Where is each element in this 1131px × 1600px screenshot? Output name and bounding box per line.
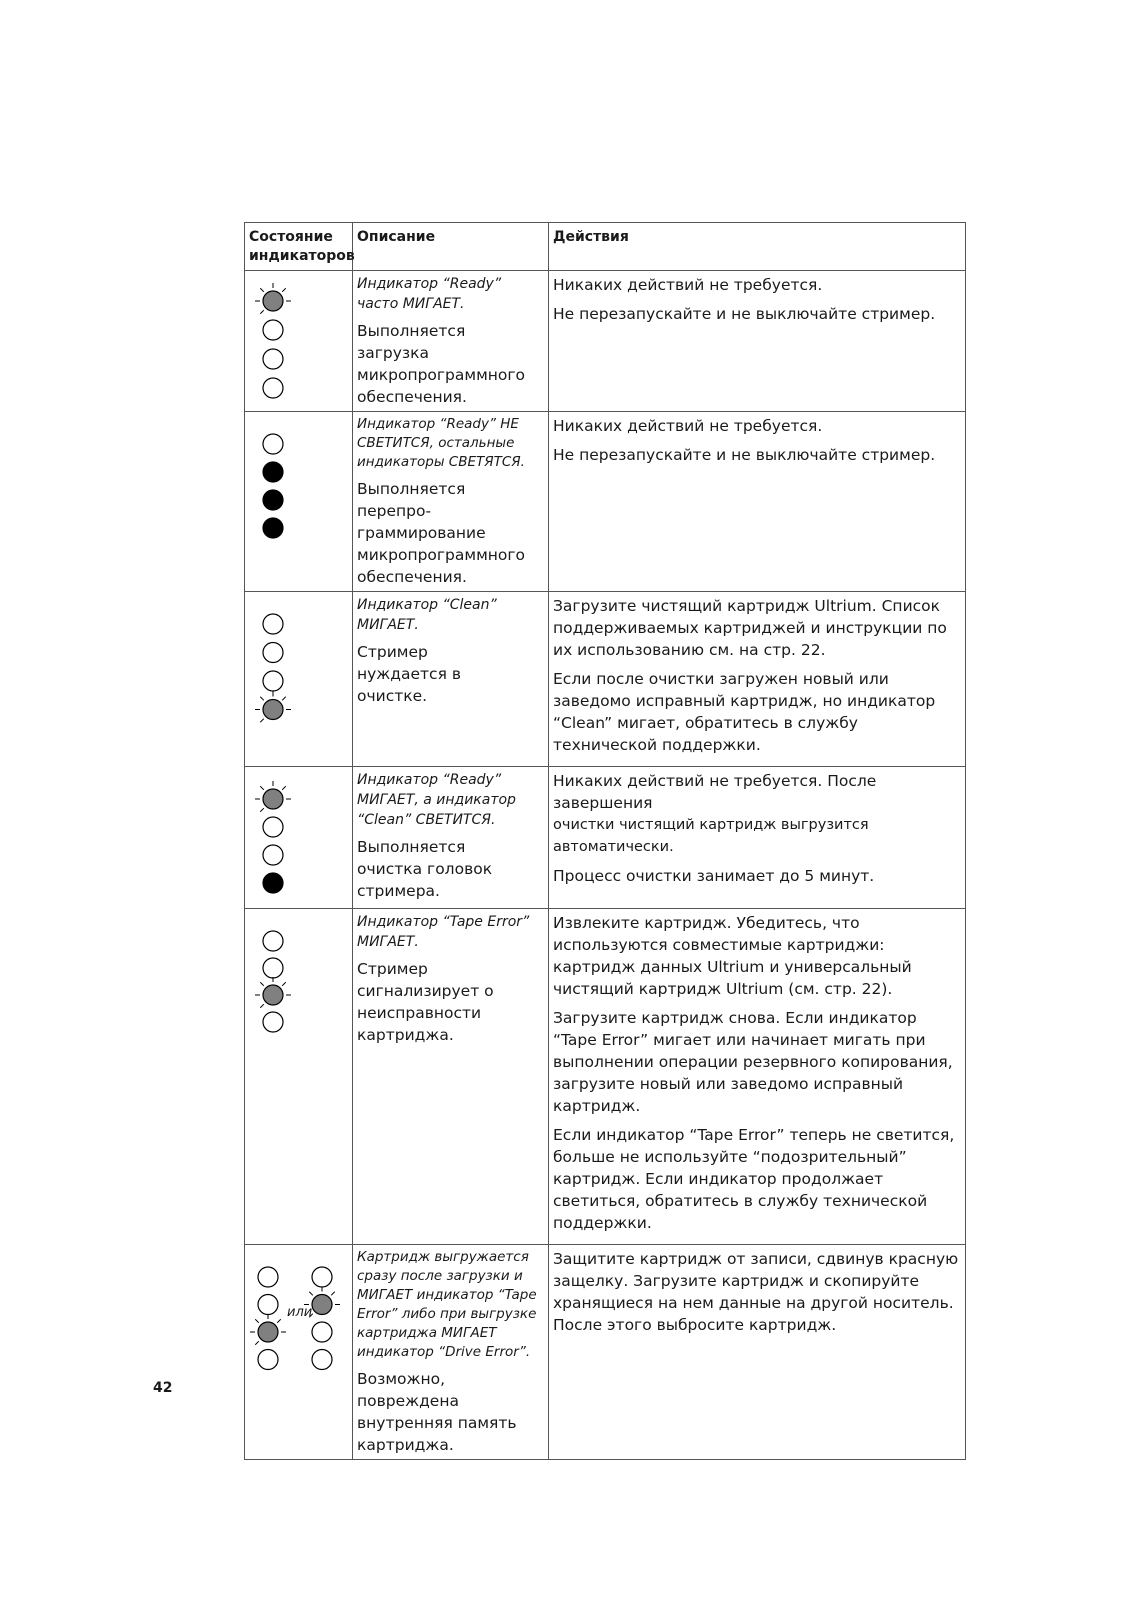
action-text: Защитите картридж от записи, сдвинув красную защелку. Загрузите картридж и скопируйте хранящиеся на нем данные на другой носитель. После этого выбросите картридж.	[553, 1250, 959, 1334]
led-off-icon	[312, 1322, 332, 1342]
description-text: Выполняется очистка головок стримера.	[357, 838, 493, 900]
led-off-icon	[312, 1350, 332, 1370]
led-indicators-icon	[245, 592, 353, 739]
led-indicators-icon	[245, 412, 353, 573]
led-state-cell	[245, 412, 353, 592]
led-off-icon	[263, 643, 283, 663]
description-italic: Индикатор “Clean” МИГАЕТ.	[357, 597, 497, 633]
table-row	[245, 1245, 966, 1460]
led-off-icon	[263, 958, 283, 978]
action-text: Никаких действий не требуется.	[553, 276, 823, 294]
actions-cell	[549, 271, 966, 412]
led-off-icon	[263, 434, 283, 454]
led-off-icon	[312, 1267, 332, 1287]
led-state-cell	[245, 1245, 353, 1460]
led-flashing-icon	[255, 692, 291, 723]
actions-cell	[549, 412, 966, 592]
action-text: Загрузите картридж снова. Если индикатор “Tape Error” мигает или начинает мигать при выполнении операции резервного копирования, загрузите новый или заведомо исправный картридж.	[553, 1009, 953, 1115]
page-number: 42	[153, 1380, 173, 1396]
led-off-icon	[263, 614, 283, 634]
led-indicators-icon	[245, 909, 353, 1194]
led-off-icon	[263, 931, 283, 951]
description-cell	[353, 271, 549, 412]
led-indicators-icon	[245, 767, 353, 909]
actions-cell	[549, 909, 966, 1245]
description-cell	[353, 1245, 549, 1460]
actions-cell	[549, 592, 966, 767]
led-on-icon	[263, 462, 283, 482]
actions-cell	[549, 1245, 966, 1460]
led-off-icon	[263, 671, 283, 691]
action-text: Никаких действий не требуется.	[553, 417, 823, 435]
description-text: Возможно, повреждена внутренняя память картриджа.	[357, 1370, 517, 1454]
description-text: Стример нуждается в очистке.	[357, 643, 461, 705]
led-off-icon	[263, 1012, 283, 1032]
led-off-icon	[263, 378, 283, 398]
header-description: Описание	[353, 223, 549, 271]
led-state-cell	[245, 592, 353, 767]
led-status-table	[244, 222, 966, 1460]
action-text: Если после очистки загружен новый или заведомо исправный картридж, но индикатор “Clean” мигает, обратитесь в службу технической поддержки.	[553, 670, 936, 754]
led-indicators-icon	[245, 271, 353, 412]
led-on-icon	[263, 490, 283, 510]
led-indicators-icon	[245, 1245, 353, 1444]
led-off-icon	[263, 349, 283, 369]
description-cell	[353, 412, 549, 592]
table-row	[245, 592, 966, 767]
description-italic: Индикатор “Ready” часто МИГАЕТ.	[357, 276, 502, 312]
header-actions: Действия	[549, 223, 966, 271]
description-italic: Индикатор “Ready” НЕ СВЕТИТСЯ, остальные индикаторы СВЕТЯТСЯ.	[357, 416, 525, 470]
led-state-cell	[245, 767, 353, 909]
action-text: очистки чистящий картридж выгрузится автоматически.	[553, 817, 869, 855]
description-text: Стример сигнализирует о неисправности картриджа.	[357, 960, 494, 1044]
table-header-row	[245, 223, 966, 271]
action-text: Загрузите чистящий картридж Ultrium. Список поддерживаемых картриджей и инструкции по их использованию см. на стр. 22.	[553, 597, 947, 659]
action-text: Если индикатор “Tape Error” теперь не светится, больше не используйте “подозрительный” картридж. Если индикатор продолжает светиться, обратитесь в службу технической поддержки.	[553, 1126, 955, 1232]
table-row	[245, 412, 966, 592]
description-text: Выполняется перепро-граммирование микропрограммного обеспечения.	[357, 480, 526, 586]
led-flashing-icon	[255, 781, 291, 812]
led-off-icon	[258, 1295, 278, 1315]
led-flashing-icon	[250, 1314, 286, 1345]
action-text: Никаких действий не требуется. После завершения	[553, 772, 877, 812]
header-state: Состояние индикаторов	[245, 223, 353, 271]
led-flashing-icon	[255, 977, 291, 1008]
led-off-icon	[263, 817, 283, 837]
led-off-icon	[258, 1267, 278, 1287]
led-on-icon	[263, 518, 283, 538]
action-text: Не перезапускайте и не выключайте стример.	[553, 305, 936, 323]
action-text: Извлеките картридж. Убедитесь, что используются совместимые картриджи: картридж данных Ultrium и универсальный чистящий картридж Ultrium (см. стр. 22).	[553, 914, 912, 998]
description-text: Выполняется загрузка микропрограммного обеспечения.	[357, 322, 526, 406]
led-state-cell	[245, 909, 353, 1245]
action-text: Процесс очистки занимает до 5 минут.	[553, 867, 875, 885]
led-off-icon	[263, 320, 283, 340]
or-label: или	[287, 1305, 313, 1320]
table-row	[245, 271, 966, 412]
description-italic: Индикатор “Tape Error” МИГАЕТ.	[357, 914, 530, 950]
table-row	[245, 767, 966, 909]
description-italic: Картридж выгружается сразу после загрузки и МИГАЕТ индикатор “Tape Error” либо при выгрузке картриджа МИГАЕТ индикатор “Drive Error”.	[357, 1249, 537, 1360]
led-state-cell	[245, 271, 353, 412]
led-off-icon	[258, 1350, 278, 1370]
description-cell	[353, 592, 549, 767]
table-row	[245, 909, 966, 1245]
description-italic: Индикатор “Ready” МИГАЕТ, а индикатор “Clean” СВЕТИТСЯ.	[357, 772, 516, 828]
description-cell	[353, 909, 549, 1245]
actions-cell	[549, 767, 966, 909]
led-flashing-icon	[255, 283, 291, 314]
description-cell	[353, 767, 549, 909]
led-on-icon	[263, 873, 283, 893]
action-text: Не перезапускайте и не выключайте стример.	[553, 446, 936, 464]
led-off-icon	[263, 845, 283, 865]
